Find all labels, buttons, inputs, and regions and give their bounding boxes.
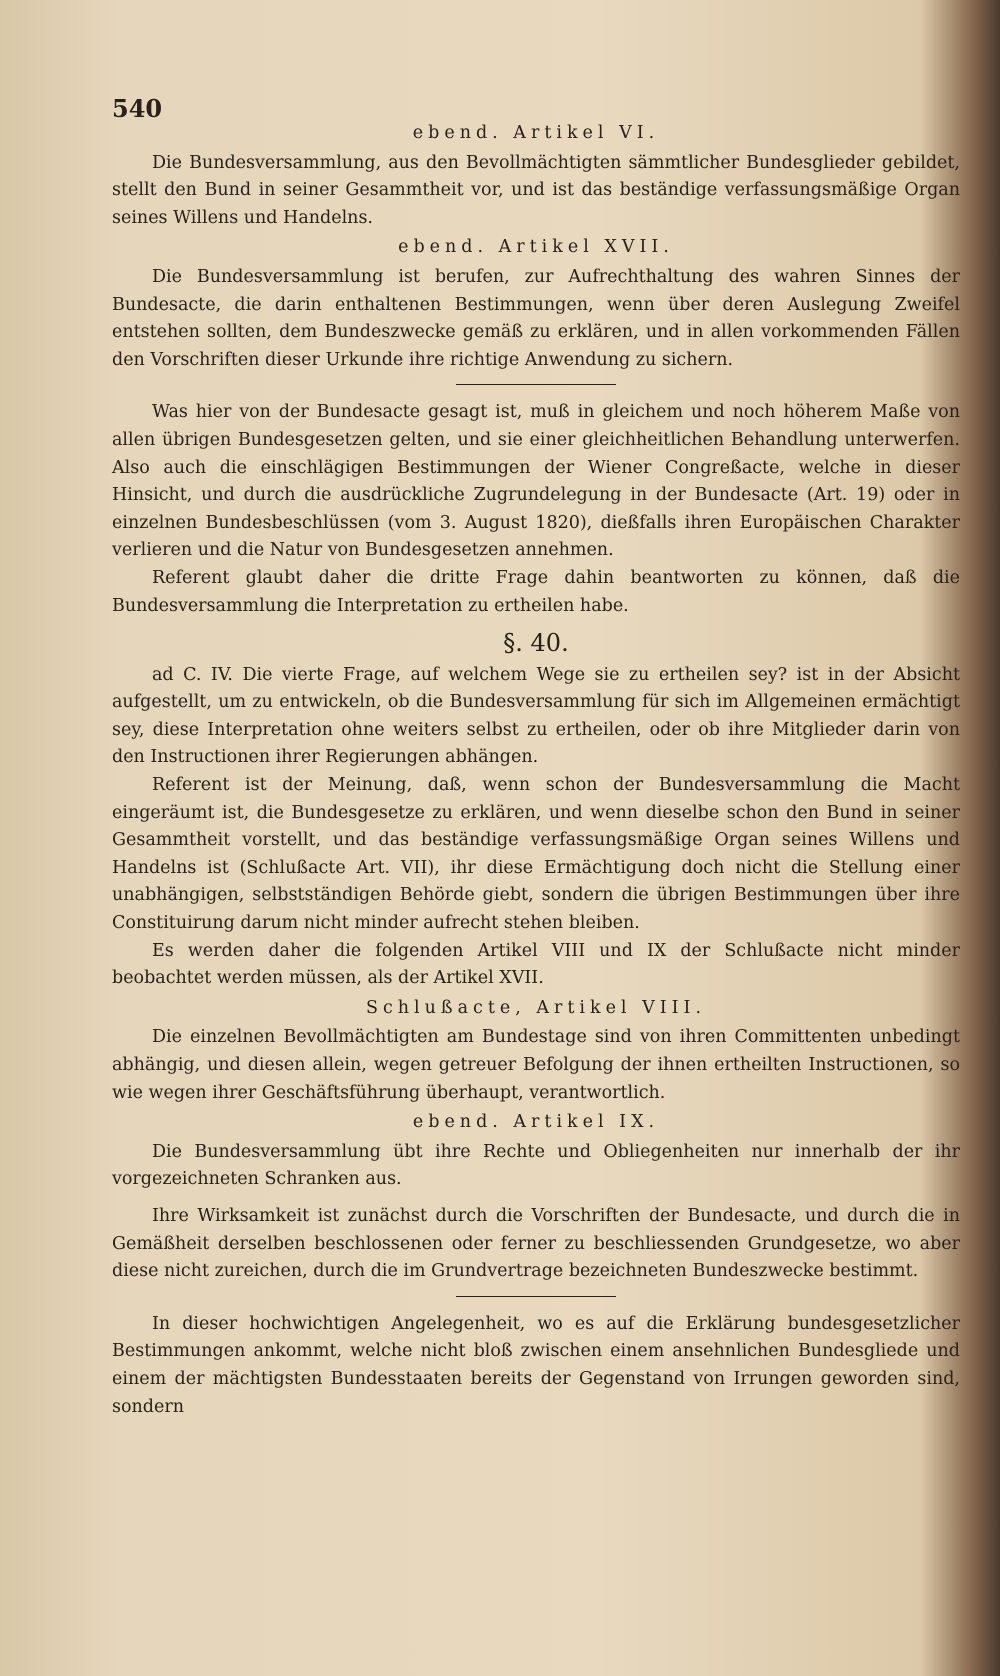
paragraph: Referent ist der Meinung, daß, wenn schon der Bundesversammlung die Macht eingeräumt ist, die Bundesgesetze zu erklären, und wenn dieselbe schon den Bund in seiner Gesammtheit vorstellt, und das beständige verfassungsmäßige Organ seines Willens und Handelns ist (Schlußacte Art. VII), ihr diese Ermächtigung doch nicht die Stellung einer unabhängigen, selbstständigen Behörde giebt, sondern die übrigen Bestimmungen über ihre Constituirung darum nicht minder aufrecht stehen bleiben. xyxy=(112,775,960,934)
divider-rule xyxy=(456,384,616,385)
paragraph: Die Bundesversammlung übt ihre Rechte und Obliegenheiten nur innerhalb der ihr vorgezeichneten Schranken aus. xyxy=(112,1141,960,1190)
section-heading: §. 40. xyxy=(503,629,569,658)
paragraph: ad C. IV. Die vierte Frage, auf welchem Wege sie zu ertheilen sey? ist in der Absicht aufgestellt, um zu entwickeln, ob die Bundesversammlung für sich im Allgemeinen ermächtigt sey, diese Interpretation ohne weiters selbst zu ertheilen, oder ob ihre Mitglieder darin von den Instructionen ihrer Regierungen abhängen. xyxy=(112,664,960,768)
article-heading: Schlußacte, Artikel VIII. xyxy=(365,997,707,1018)
article-heading: ebend. Artikel VI. xyxy=(412,123,660,143)
page-number: 540 xyxy=(112,94,163,123)
paragraph: Die Bundesversammlung ist berufen, zur Aufrechthaltung des wahren Sinnes der Bundesacte, die darin enthaltenen Bestimmungen, wenn über deren Auslegung Zweifel entstehen sollten, dem Bundeszwecke gemäß zu erklären, und in allen vorkommenden Fällen den Vorschriften dieser Urkunde ihre richtige Anwendung zu sichern. xyxy=(112,266,960,370)
divider-rule xyxy=(456,1296,616,1297)
paragraph: Die einzelnen Bevollmächtigten am Bundestage sind von ihren Committenten unbedingt abhängig, und diesen allein, wegen getreuer Befolgung der ihnen ertheilten Instructionen, so wie wegen ihrer Geschäftsführung überhaupt, verantwortlich. xyxy=(112,1027,960,1103)
paragraph: Es werden daher die folgenden Artikel VIII und IX der Schlußacte nicht minder beobachtet werden müssen, als der Artikel XVII. xyxy=(112,940,960,989)
paragraph: Ihre Wirksamkeit ist zunächst durch die Vorschriften der Bundesacte, und durch die in Gemäßheit derselben beschlossenen oder ferner zu beschliessenden Grundgesetze, wo aber diese nicht zureichen, durch die im Grundvertrage bezeichneten Bundeszwecke bestimmt. xyxy=(112,1205,960,1282)
article-heading: ebend. Artikel IX. xyxy=(412,1112,660,1133)
paragraph: Die Bundesversammlung, aus den Bevollmächtigten sämmtlicher Bundesglieder gebildet, stellt den Bund in seiner Gesammtheit vor, und ist das beständige verfassungsmäßige Organ seines Willens und Handelns. xyxy=(112,152,960,228)
paragraph: In dieser hochwichtigen Angelegenheit, wo es auf die Erklärung bundesgesetzlicher Bestimmungen ankommt, welche nicht bloß zwischen einem ansehnlichen Bundesgliede und einem der mächtigsten Bundesstaaten bereits der Gegenstand von Irrungen geworden sind, sondern xyxy=(112,1313,960,1417)
article-heading: ebend. Artikel XVII. xyxy=(398,237,674,258)
paragraph: Was hier von der Bundesacte gesagt ist, muß in gleichem und noch höherem Maße von allen übrigen Bundesgesetzen gelten, und sie einer gleichheitlichen Behandlung unterwerfen. Also auch die einschlägigen Bestimmungen der Wiener Congreßacte, welche in dieser Hinsicht, und durch die ausdrückliche Zugrundelegung in der Bundesacte (Art. 19) oder in einzelnen Bundesbeschlüssen (vom 3. August 1820), dießfalls ihren Europäischen Charakter verlieren und die Natur von Bundesgesetzen annehmen. xyxy=(112,402,960,561)
text-block xyxy=(112,88,960,1421)
paragraph: Referent glaubt daher die dritte Frage dahin beantworten zu können, daß die Bundesversammlung die Interpretation zu ertheilen habe. xyxy=(112,567,960,616)
